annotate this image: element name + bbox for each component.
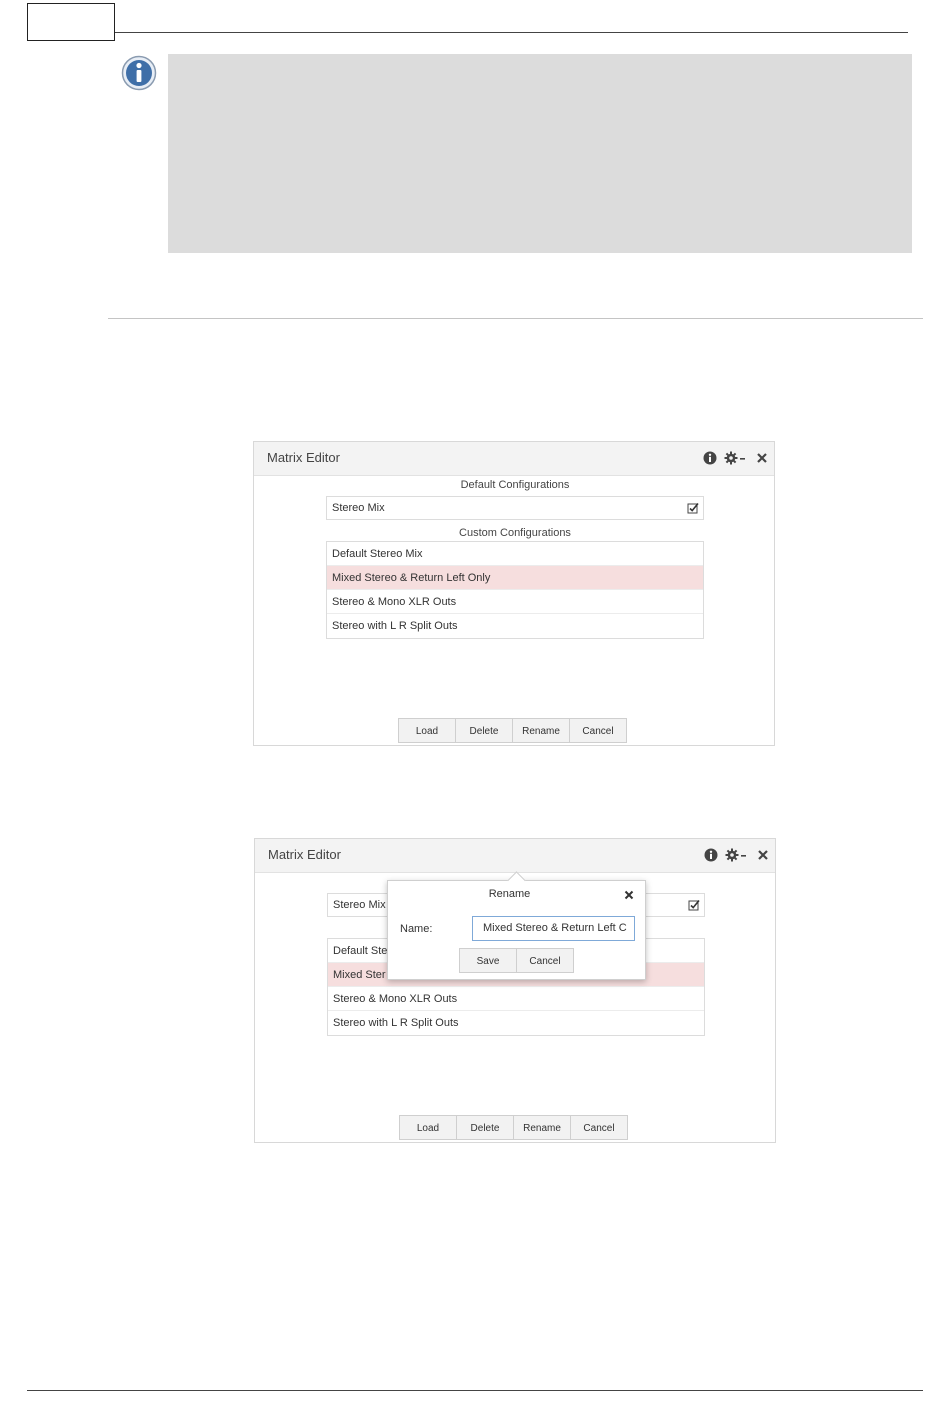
close-icon[interactable] <box>754 450 770 466</box>
default-configurations-label: Default Configurations <box>460 479 570 491</box>
dialog-button-group <box>459 948 574 973</box>
delete-button[interactable]: Delete <box>456 1115 514 1140</box>
editor-title: Matrix Editor <box>268 847 341 862</box>
custom-configurations-label: Custom Configurations <box>459 527 571 539</box>
matrix-editor-window <box>253 441 775 746</box>
custom-configurations-list <box>326 541 704 639</box>
dialog-title: Rename <box>488 888 531 900</box>
select-value: Stereo Mix <box>332 502 385 514</box>
gear-dropdown-icon[interactable] <box>725 847 749 863</box>
rename-button[interactable]: Rename <box>513 1115 571 1140</box>
footer-rule <box>27 1390 923 1391</box>
checkbox-icon <box>688 899 700 911</box>
name-label: Name: <box>400 923 433 935</box>
select-value: Stereo Mix <box>333 899 386 911</box>
list-item[interactable]: Stereo with L R Split Outs <box>333 1017 459 1029</box>
default-configuration-select[interactable] <box>326 496 704 520</box>
checkbox-icon <box>687 502 699 514</box>
list-item[interactable]: Default Stereo Mix <box>327 542 703 566</box>
cancel-button[interactable]: Cancel <box>570 1115 628 1140</box>
cancel-button[interactable]: Cancel <box>516 948 574 973</box>
name-input[interactable]: Mixed Stereo & Return Left C <box>472 916 635 941</box>
editor-button-group <box>398 718 627 743</box>
delete-button[interactable]: Delete <box>455 718 513 743</box>
editor-header <box>254 442 774 476</box>
info-icon[interactable] <box>702 450 718 466</box>
section-divider <box>108 318 923 319</box>
list-item[interactable]: Default Ste <box>328 939 704 963</box>
list-item[interactable]: Stereo with L R Split Outs <box>332 620 458 632</box>
note-box <box>168 54 912 253</box>
page-number-box <box>27 3 115 41</box>
gear-dropdown-icon[interactable] <box>724 450 748 466</box>
list-item[interactable]: Stereo & Mono XLR Outs <box>328 987 704 1011</box>
info-icon <box>121 55 157 91</box>
save-button[interactable]: Save <box>459 948 517 973</box>
cancel-button[interactable]: Cancel <box>569 718 627 743</box>
rename-button[interactable]: Rename <box>512 718 570 743</box>
editor-button-group <box>399 1115 628 1140</box>
header-rule <box>115 32 908 33</box>
list-item[interactable]: Mixed Ster <box>328 963 704 987</box>
load-button[interactable]: Load <box>399 1115 457 1140</box>
info-icon[interactable] <box>703 847 719 863</box>
rename-dialog <box>387 880 646 980</box>
matrix-editor-window-rename <box>254 838 776 1143</box>
editor-title: Matrix Editor <box>267 450 340 465</box>
editor-header <box>255 839 775 873</box>
list-item[interactable]: Mixed Stereo & Return Left Only <box>327 566 703 590</box>
list-item[interactable]: Stereo & Mono XLR Outs <box>327 590 703 614</box>
close-icon[interactable] <box>755 847 771 863</box>
close-icon[interactable] <box>624 890 634 900</box>
dialog-caret <box>507 871 525 889</box>
load-button[interactable]: Load <box>398 718 456 743</box>
